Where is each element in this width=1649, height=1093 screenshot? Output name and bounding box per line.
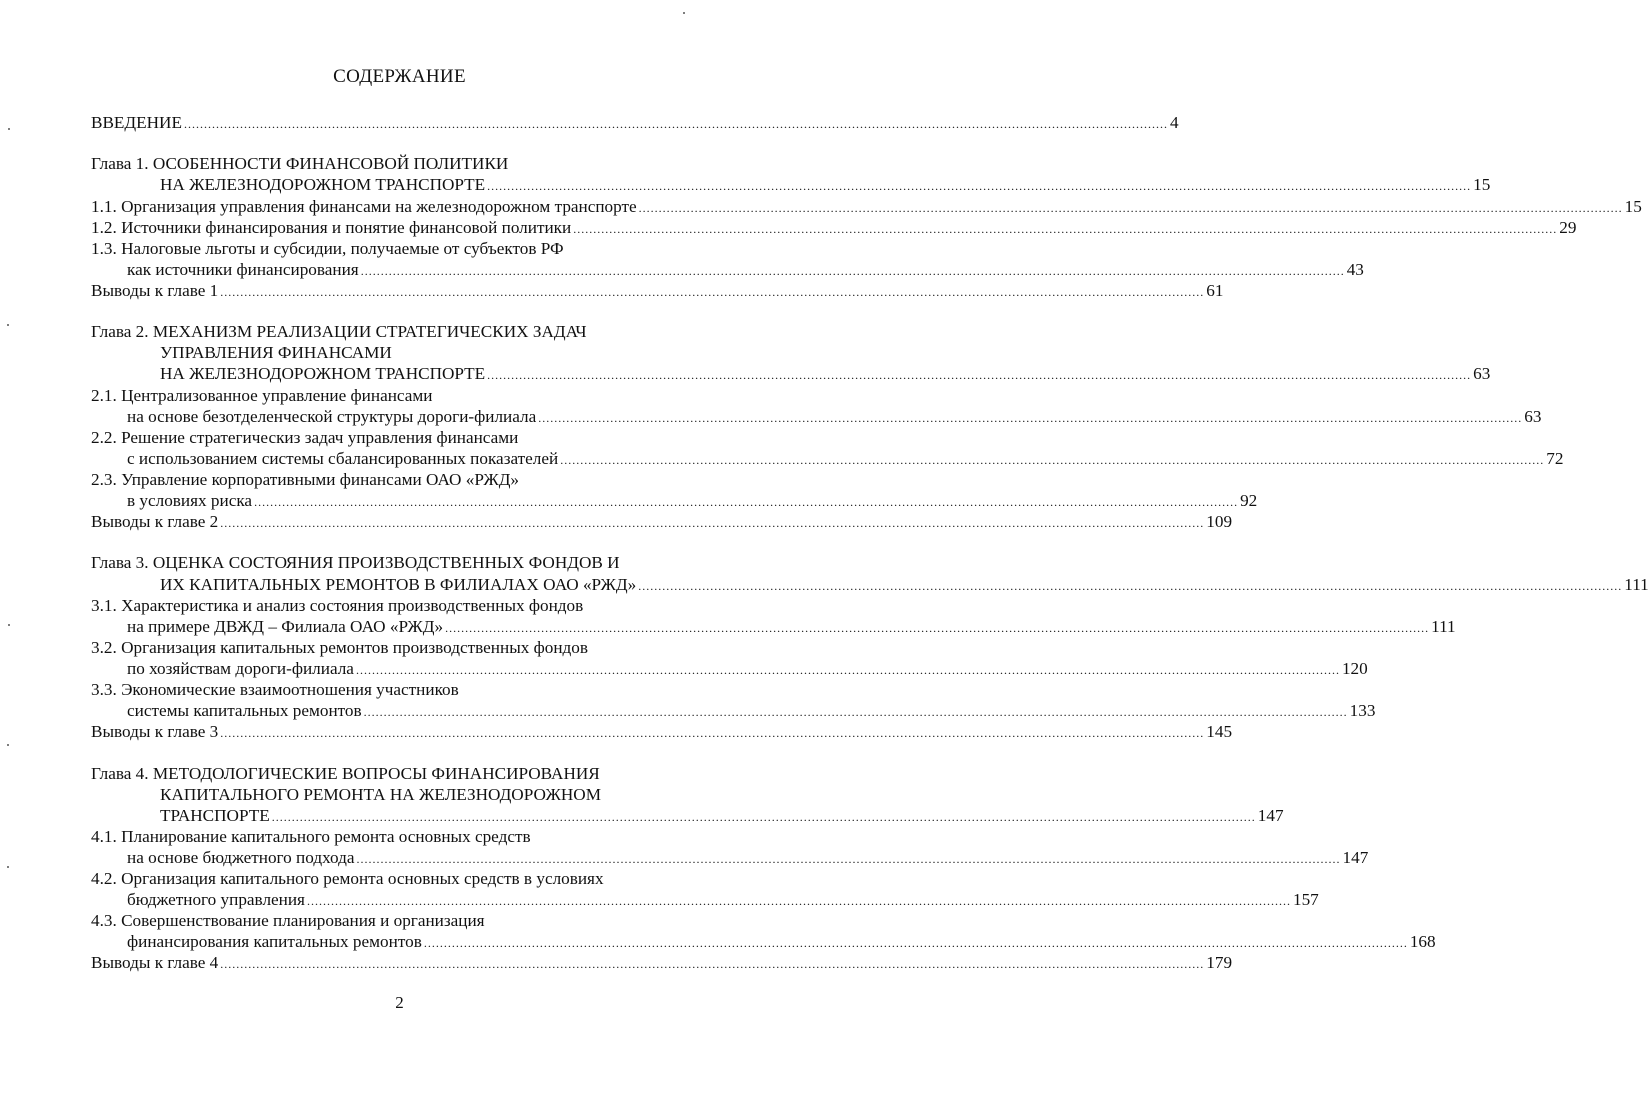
toc-section-4-3-cont (127, 931, 1436, 953)
toc-section-2-1-cont (127, 406, 1542, 428)
page-number: 2 (395, 993, 404, 1012)
toc-entry-text: 1.2. Источники финансирования и понятие финансовой политики (91, 218, 572, 237)
toc-chapter-2-heading-cont2 (160, 363, 1491, 385)
toc-section-1-3 (91, 238, 564, 260)
toc-leader: ...................................................................................................................................................................................................................................................... (220, 516, 1205, 530)
toc-entry-text: 3.1. Характеристика и анализ состояния производственных фондов (91, 596, 584, 615)
toc-section-1-2 (91, 217, 1577, 239)
toc-leader: ...................................................................................................................................................................................................................................................... (356, 852, 1341, 866)
toc-entry-page: 133 (1349, 701, 1376, 720)
toc-entry-page: 4 (1169, 113, 1179, 132)
toc-entry-text: с использованием системы сбалансированных показателей (127, 449, 559, 468)
toc-entry-text: ИХ КАПИТАЛЬНЫХ РЕМОНТОВ В ФИЛИАЛАХ ОАО «РЖД» (160, 575, 637, 594)
toc-leader: ...................................................................................................................................................................................................................................................... (538, 411, 1523, 425)
toc-section-1-1 (91, 196, 1642, 218)
toc-entry-text: Выводы к главе 3 (91, 722, 219, 741)
toc-section-4-2-cont (127, 889, 1319, 911)
toc-section-3-3 (91, 679, 459, 701)
toc-leader: ...................................................................................................................................................................................................................................................... (220, 285, 1205, 299)
toc-leader: ...................................................................................................................................................................................................................................................... (363, 705, 1348, 719)
toc-leader: ...................................................................................................................................................................................................................................................... (360, 264, 1345, 278)
toc-conclusions-2 (91, 511, 1233, 533)
toc-entry-page: 111 (1624, 575, 1649, 594)
toc-entry-page: 120 (1341, 659, 1368, 678)
toc-leader: ...................................................................................................................................................................................................................................................... (487, 179, 1472, 193)
toc-entry-text: НА ЖЕЛЕЗНОДОРОЖНОМ ТРАНСПОРТЕ (160, 175, 486, 194)
toc-entry-text: Глава 3. ОЦЕНКА СОСТОЯНИЯ ПРОИЗВОДСТВЕННЫХ ФОНДОВ И (91, 553, 620, 572)
toc-leader: ...................................................................................................................................................................................................................................................... (355, 663, 1340, 677)
toc-entry-page: 15 (1624, 197, 1642, 216)
toc-leader: ...................................................................................................................................................................................................................................................... (638, 201, 1623, 215)
toc-entry-text: ТРАНСПОРТЕ (160, 806, 270, 825)
toc-entry-text: УПРАВЛЕНИЯ ФИНАНСАМИ (160, 343, 392, 362)
toc-chapter-2-heading-cont (160, 342, 392, 364)
toc-entry-page: 63 (1524, 407, 1542, 426)
toc-entry-page: 92 (1240, 491, 1258, 510)
scan-speck (683, 12, 685, 14)
toc-entry-text: 2.3. Управление корпоративными финансами ОАО «РЖД» (91, 470, 520, 489)
toc-entry-text: Выводы к главе 2 (91, 512, 219, 531)
toc-entry-text: Выводы к главе 1 (91, 281, 219, 300)
toc-section-4-2 (91, 868, 604, 890)
scan-speck (7, 324, 9, 326)
scan-speck (7, 744, 9, 746)
toc-entry-text: Глава 4. МЕТОДОЛОГИЧЕСКИЕ ВОПРОСЫ ФИНАНСИРОВАНИЯ (91, 764, 600, 783)
page-title: СОДЕРЖАНИЕ (333, 66, 466, 87)
toc-chapter-4-heading (91, 763, 600, 785)
toc-entry-text: по хозяйствам дороги-филиала (127, 659, 354, 678)
toc-section-4-3 (91, 910, 485, 932)
toc-entry-page: 157 (1292, 890, 1319, 909)
toc-section-2-2 (91, 427, 518, 449)
toc-entry-text: как источники финансирования (127, 260, 359, 279)
toc-entry-text: ВВЕДЕНИЕ (91, 113, 182, 132)
toc-section-3-3-cont (127, 700, 1376, 722)
toc-entry-text: на примере ДВЖД – Филиала ОАО «РЖД» (127, 617, 444, 636)
toc-entry-text: Выводы к главе 4 (91, 953, 219, 972)
toc-entry-text: финансирования капитальных ремонтов (127, 932, 422, 951)
toc-section-2-3 (91, 469, 519, 491)
toc-leader: ...................................................................................................................................................................................................................................................... (638, 579, 1623, 593)
toc-entry-text: Глава 1. ОСОБЕННОСТИ ФИНАНСОВОЙ ПОЛИТИКИ (91, 154, 509, 173)
toc-conclusions-1 (91, 280, 1224, 302)
toc-entry-text: 3.3. Экономические взаимоотношения участников (91, 680, 459, 699)
toc-leader: ...................................................................................................................................................................................................................................................... (306, 894, 1291, 908)
toc-section-3-1 (91, 595, 583, 617)
toc-section-4-1-cont (127, 847, 1369, 869)
toc-entry-text: 4.3. Совершенствование планирования и организация (91, 911, 485, 930)
toc-section-1-3-cont (127, 259, 1364, 281)
toc-chapter-1-heading-cont (160, 174, 1491, 196)
toc-entry-page: 168 (1409, 932, 1436, 951)
toc-entry-page: 43 (1346, 260, 1364, 279)
toc-leader: ...................................................................................................................................................................................................................................................... (423, 936, 1408, 950)
toc-entry-page: 29 (1559, 218, 1577, 237)
toc-leader: ...................................................................................................................................................................................................................................................... (220, 957, 1205, 971)
toc-section-3-2-cont (127, 658, 1368, 680)
toc-chapter-3-heading-cont (160, 574, 1649, 596)
toc-entry-text: 4.2. Организация капитального ремонта основных средств в условиях (91, 869, 604, 888)
toc-leader: ...................................................................................................................................................................................................................................................... (220, 726, 1205, 740)
toc-entry-text: в условиях риска (127, 491, 253, 510)
toc-entry-text: на основе безотделенческой структуры дороги-филиала (127, 407, 537, 426)
toc-section-3-2 (91, 637, 588, 659)
toc-entry-page: 63 (1473, 364, 1491, 383)
toc-entry-page: 147 (1257, 806, 1284, 825)
scan-speck (8, 128, 10, 130)
toc-entry-page: 15 (1473, 175, 1491, 194)
toc-entry-page: 147 (1342, 848, 1369, 867)
scan-speck (7, 866, 9, 868)
toc-section-3-1-cont (127, 616, 1456, 638)
toc-leader: ...................................................................................................................................................................................................................................................... (487, 368, 1472, 382)
toc-entry-text: 1.3. Налоговые льготы и субсидии, получаемые от субъектов РФ (91, 239, 564, 258)
toc-leader: ...................................................................................................................................................................................................................................................... (254, 495, 1239, 509)
toc-chapter-3-heading (91, 552, 620, 574)
toc-entry-text: на основе бюджетного подхода (127, 848, 355, 867)
toc-entry-page: 109 (1206, 512, 1233, 531)
toc-entry-text: 2.2. Решение стратегическиз задач управления финансами (91, 428, 519, 447)
toc-leader: ...................................................................................................................................................................................................................................................... (445, 621, 1430, 635)
toc-entry-page: 145 (1206, 722, 1233, 741)
toc-entry-text: 2.1. Централизованное управление финансами (91, 386, 433, 405)
toc-section-4-1 (91, 826, 531, 848)
toc-chapter-4-heading-cont (160, 784, 601, 806)
toc-entry-text: Глава 2. МЕХАНИЗМ РЕАЛИЗАЦИИ СТРАТЕГИЧЕСКИХ ЗАДАЧ (91, 322, 587, 341)
toc-entry-page: 61 (1206, 281, 1224, 300)
toc-conclusions-4 (91, 952, 1233, 974)
toc-entry-page: 179 (1206, 953, 1233, 972)
toc-chapter-1-heading (91, 153, 508, 175)
toc-entry-text: 3.2. Организация капитальных ремонтов производственных фондов (91, 638, 589, 657)
toc-entry-text: НА ЖЕЛЕЗНОДОРОЖНОМ ТРАНСПОРТЕ (160, 364, 486, 383)
toc-entry-text: 1.1. Организация управления финансами на железнодорожном транспорте (91, 197, 637, 216)
toc-leader: ...................................................................................................................................................................................................................................................... (271, 810, 1256, 824)
toc-chapter-4-heading-cont2 (160, 805, 1284, 827)
toc-entry-text: КАПИТАЛЬНОГО РЕМОНТА НА ЖЕЛЕЗНОДОРОЖНОМ (160, 785, 601, 804)
toc-section-2-2-cont (127, 448, 1564, 470)
toc-entry-text: 4.1. Планирование капитального ремонта основных средств (91, 827, 531, 846)
toc-section-2-3-cont (127, 490, 1258, 512)
toc-conclusions-3 (91, 721, 1233, 743)
toc-entry-text: бюджетного управления (127, 890, 305, 909)
toc-entry-introduction (91, 112, 1179, 134)
toc-leader: ...................................................................................................................................................................................................................................................... (573, 222, 1558, 236)
toc-chapter-2-heading (91, 321, 587, 343)
toc-leader: ...................................................................................................................................................................................................................................................... (560, 453, 1545, 467)
toc-leader: ...................................................................................................................................................................................................................................................... (183, 117, 1168, 131)
scan-speck (8, 624, 10, 626)
toc-entry-page: 111 (1431, 617, 1456, 636)
toc-entry-page: 72 (1546, 449, 1564, 468)
toc-entry-text: системы капитальных ремонтов (127, 701, 362, 720)
toc-section-2-1 (91, 385, 432, 407)
